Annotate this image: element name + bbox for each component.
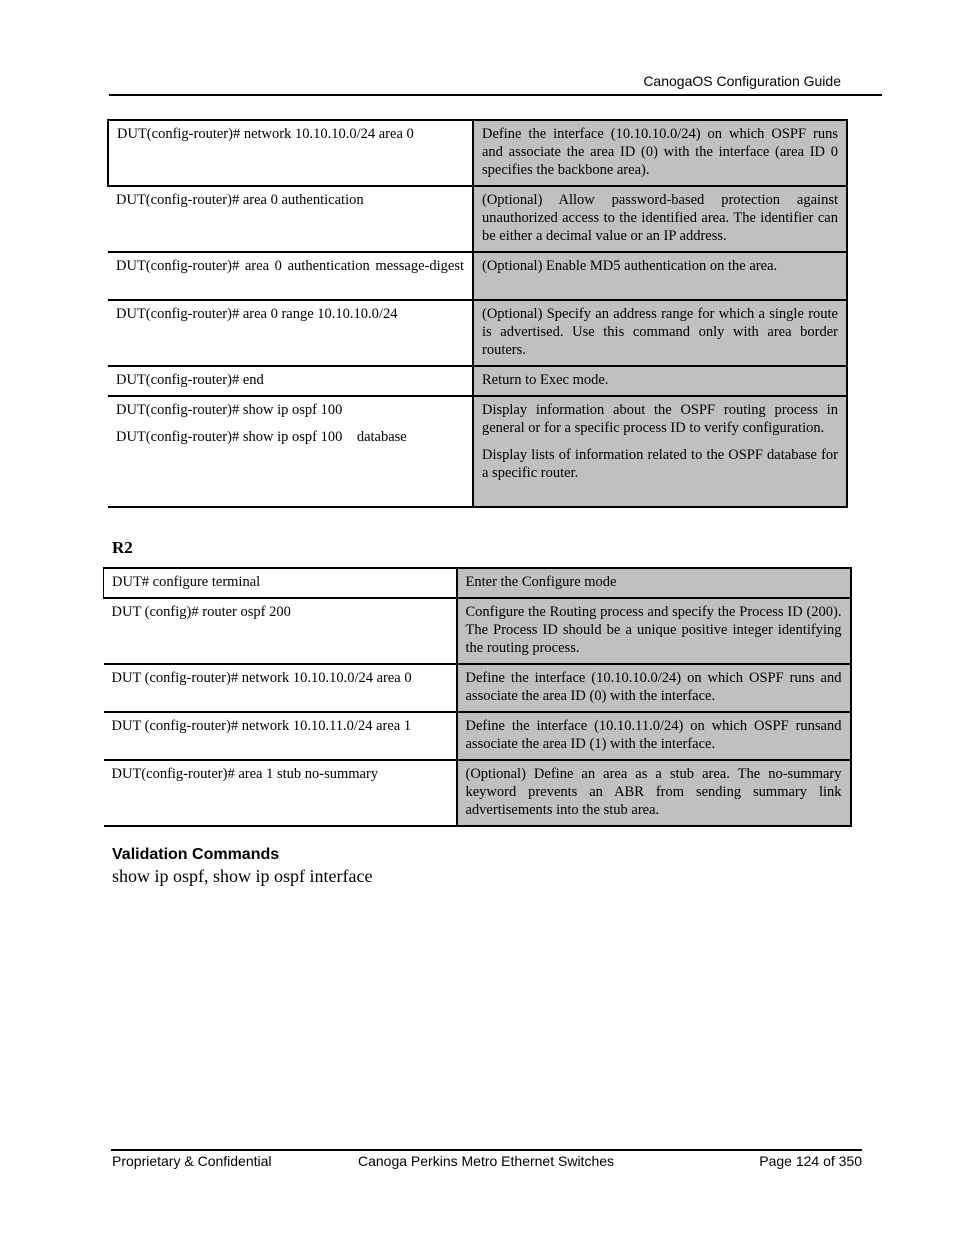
description-cell: (Optional) Specify an address range for which a single route is advertised. Use this command only with area border routers. bbox=[473, 300, 847, 366]
table-row bbox=[104, 598, 851, 664]
description-cell: Enter the Configure mode bbox=[457, 568, 851, 598]
table-row bbox=[108, 300, 847, 366]
command-cell: DUT(config-router)# area 0 range 10.10.10.0/24 bbox=[108, 300, 473, 366]
header-rule bbox=[109, 94, 882, 96]
r1-command-table bbox=[107, 119, 848, 508]
table-row bbox=[104, 760, 851, 826]
description-cell: Return to Exec mode. bbox=[473, 366, 847, 396]
description-cell: Define the interface (10.10.10.0/24) on which OSPF runs and associate the area ID (0) with the interface (area ID 0 specifies the backbone area). bbox=[473, 120, 847, 186]
command-line: DUT(config-router)# show ip ospf 100 bbox=[116, 402, 343, 418]
table-row bbox=[108, 186, 847, 252]
footer-center: Canoga Perkins Metro Ethernet Switches bbox=[358, 1153, 615, 1169]
table-row bbox=[108, 120, 847, 186]
r2-heading: R2 bbox=[112, 538, 133, 557]
description-cell: Configure the Routing process and specify the Process ID (200). The Process ID should be a unique positive integer identifying the routing process. bbox=[457, 598, 851, 664]
table-row bbox=[108, 396, 847, 507]
command-cell: DUT (config-router)# network 10.10.10.0/24 area 0 bbox=[104, 664, 457, 712]
command-cell bbox=[108, 396, 473, 507]
command-cell: DUT# configure terminal bbox=[104, 568, 457, 598]
footer-rule bbox=[111, 1149, 862, 1151]
footer-left: Proprietary & Confidential bbox=[112, 1153, 272, 1169]
page-number: Page 124 of 350 bbox=[759, 1153, 862, 1169]
description-cell: (Optional) Allow password-based protection against unauthorized access to the identified area. The identifier can be either a decimal value or an IP address. bbox=[473, 186, 847, 252]
description-cell: Display information about the OSPF routing process in general or for a specific process ID to verify configuration. Display lists of information related to the OSPF database for a specific router. bbox=[473, 396, 847, 507]
table-row bbox=[104, 568, 851, 598]
table-row bbox=[108, 366, 847, 396]
description-cell: (Optional) Define an area as a stub area. The no-summary keyword prevents an ABR from sending summary link advertisements into the stub area. bbox=[457, 760, 851, 826]
table-row bbox=[104, 664, 851, 712]
command-cell: DUT (config)# router ospf 200 bbox=[104, 598, 457, 664]
command-cell: DUT (config-router)# network 10.10.11.0/24 area 1 bbox=[104, 712, 457, 760]
table-row bbox=[108, 252, 847, 300]
command-cell: DUT(config-router)# area 0 authentication bbox=[108, 186, 473, 252]
validation-heading: Validation Commands bbox=[112, 846, 280, 863]
command-cell: DUT(config-router)# end bbox=[108, 366, 473, 396]
command-cell: DUT(config-router)# area 0 authentication message-digest bbox=[108, 252, 473, 300]
command-line: DUT(config-router)# show ip ospf 100 database bbox=[116, 429, 407, 445]
description-cell: Define the interface (10.10.10.0/24) on which OSPF runs and associate the area ID (0) with the interface. bbox=[457, 664, 851, 712]
running-header-title: CanogaOS Configuration Guide bbox=[643, 73, 841, 89]
description-cell: (Optional) Enable MD5 authentication on the area. bbox=[473, 252, 847, 300]
description-cell: Define the interface (10.10.11.0/24) on which OSPF runsand associate the area ID (1) with the interface. bbox=[457, 712, 851, 760]
r2-command-table bbox=[103, 567, 852, 827]
table-row bbox=[104, 712, 851, 760]
command-cell: DUT(config-router)# network 10.10.10.0/24 area 0 bbox=[108, 120, 473, 186]
validation-commands: show ip ospf, show ip ospf interface bbox=[112, 866, 373, 886]
command-cell: DUT(config-router)# area 1 stub no-summary bbox=[104, 760, 457, 826]
